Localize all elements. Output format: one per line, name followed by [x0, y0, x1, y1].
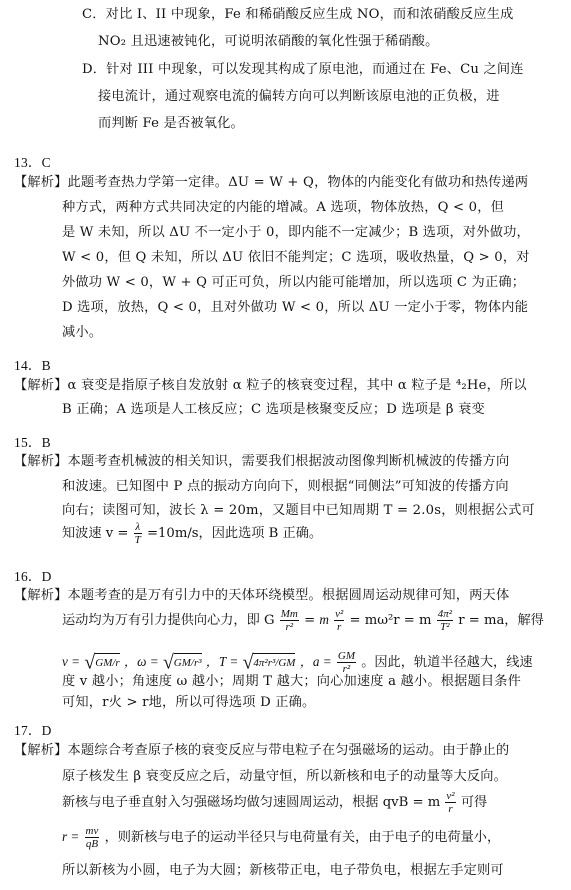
- mm-over-r2-fraction: [280, 608, 299, 633]
- q17-line-4: [62, 825, 500, 850]
- question-16-number: 16．D: [14, 569, 52, 584]
- v-sqrt: √GM/r: [84, 651, 120, 674]
- q16-line-1: 【解析】本题考查的是万有引力中的天体环绕模型。根据圆周运动规律可知，两天体: [14, 588, 510, 603]
- q14-line-1: 【解析】α 衰变是指原子核自发放射 α 粒子的核衰变过程，其中 α 粒子是 ⁴₂He，所以: [14, 378, 527, 393]
- q16-line-2-start: 运动均为万有引力提供向心力，即 G: [62, 613, 275, 628]
- q13-line-3: 是 W 未知，所以 ΔU 不一定小于 0，即内能不一定减少；B 选项，对外做功，: [62, 225, 530, 240]
- period-label: ，T =: [205, 654, 239, 669]
- q13-line-4: W < 0，但 Q 未知，所以 ΔU 依旧不能判定；C 选项，吸收热量，Q > 0，对: [62, 250, 530, 265]
- fraction-denominator: T²: [440, 621, 450, 633]
- fraction-denominator: r²: [285, 621, 294, 633]
- q13-line-1: 【解析】此题考查热力学第一定律。ΔU = W + Q，物体的内能变化有做功和热传递两: [14, 175, 529, 190]
- question-13-number: 13．C: [14, 155, 51, 170]
- accel-label: ，a =: [299, 654, 332, 669]
- q16-line-2: [62, 608, 544, 633]
- q16-line-5: 可知，r火 > r地，所以可得选项 D 正确。: [62, 695, 316, 710]
- equals-sign: =: [304, 613, 316, 628]
- omega-sqrt: √GM/r³: [162, 651, 202, 674]
- radicand: GM/r: [95, 653, 119, 672]
- question-14-number: 14．B: [14, 358, 51, 373]
- q17-line-3-start: 新核与电子垂直射入匀强磁场均做匀速圆周运动，根据 qvB = m: [62, 795, 441, 810]
- omega-label: ，ω =: [123, 654, 159, 669]
- option-d-line-2: 接电流计，通过观察电流的偏转方向可以判断该原电池的正负极，进: [98, 89, 500, 104]
- q17-line-5: 所以新核为小圆，电子为大圆；新核带正电，电子带负电，根据左手定则可: [62, 863, 504, 878]
- q14-line-2: B 正确；A 选项是人工核反应；C 选项是核聚变反应；D 选项是 β 衰变: [62, 402, 485, 417]
- q16-line-3-end: 。因此，轨道半径越大，线速: [361, 655, 533, 670]
- q15-line-3: 向右；读图可知，波长 λ = 20m，又题目中已知周期 T = 2.0s，则根据公式可: [62, 503, 535, 518]
- q13-line-6: D 选项，放热，Q < 0，且对外做功 W < 0，所以 ΔU 一定小于零，物体内能: [62, 300, 529, 315]
- fraction-denominator: r: [337, 621, 342, 633]
- fraction-numerator: v²: [335, 608, 344, 620]
- fraction-numerator: Mm: [280, 608, 298, 620]
- radicand: 4π²r³/GM: [253, 653, 295, 672]
- v2-over-r-fraction: [334, 608, 344, 633]
- q16-line-4: 度 v 越小；角速度 ω 越小；周期 T 越大；向心加速度 a 越小。根据题目条件: [62, 674, 522, 689]
- question-15-number: 15．B: [14, 435, 51, 450]
- fraction-numerator: λ: [135, 521, 141, 533]
- gm-over-r2-fraction: [337, 650, 356, 675]
- q13-line-2: 种方式，两种方式共同决定的内能的增减。A 选项，物体放热，Q < 0，但: [62, 200, 504, 215]
- fraction-denominator: r²: [342, 663, 351, 675]
- lambda-over-t-fraction: [134, 521, 142, 546]
- fraction-denominator: T: [134, 534, 141, 546]
- fraction-numerator: v²: [446, 790, 455, 802]
- mass-symbol: m: [319, 612, 329, 627]
- q13-line-5: 外做功 W < 0，W + Q 可正可负，所以内能可能增加，所以选项 C 为正确；: [62, 275, 526, 290]
- q16-line-3: [62, 650, 533, 675]
- option-d-line-3: 而判断 Fe 是否被氧化。: [98, 116, 244, 131]
- fraction-numerator: 4π²: [437, 608, 452, 620]
- r-label: r =: [62, 829, 80, 844]
- q15-line-4: [62, 521, 322, 546]
- q17-line-4-end: ，则新核与电子的运动半径只与电荷量有关，由于电子的电荷量小，: [104, 830, 501, 845]
- option-c-line-2: NO₂ 且迅速被钝化，可说明浓硝酸的氧化性强于稀硝酸。: [98, 34, 439, 49]
- radicand: GM/r³: [174, 653, 202, 672]
- q15-line-2: 和波速。已知图中 P 点的振动方向向下，则根据“同侧法”可知波的传播方向: [62, 479, 509, 494]
- v-label: v =: [62, 654, 81, 669]
- q16-line-2-end: r = ma，解得: [458, 613, 544, 628]
- q15-line-1: 【解析】本题考查机械波的相关知识，需要我们根据波动图像判断机械波的传播方向: [14, 454, 510, 469]
- option-c-line-1: C．对比 I、II 中现象，Fe 和稀硝酸反应生成 NO，而和浓硝酸反应生成: [82, 7, 514, 22]
- q15-line-4-start: 知波速 v =: [62, 526, 129, 541]
- fraction-denominator: r: [448, 803, 453, 815]
- q16-line-2-middle: = mω²r = m: [349, 613, 432, 628]
- period-sqrt: √4π²r³/GM: [242, 651, 296, 674]
- question-17-number: 17．D: [14, 723, 52, 738]
- mv-over-qb-fraction: [85, 825, 100, 850]
- q17-line-2: 原子核发生 β 衰变反应之后，动量守恒，所以新核和电子的动量等大反向。: [62, 769, 508, 784]
- v2-over-r-fraction: [445, 790, 455, 815]
- fraction-numerator: mv: [85, 825, 99, 837]
- q17-line-3-end: 可得: [460, 795, 488, 810]
- q17-line-1: 【解析】本题综合考查原子核的衰变反应与带电粒子在匀强磁场的运动。由于静止的: [14, 743, 510, 758]
- q13-line-7: 减小。: [62, 325, 103, 340]
- q15-line-4-end: =10m/s，因此选项 B 正确。: [146, 526, 323, 541]
- option-d-line-1: D．针对 III 中现象，可以发现其构成了原电池，而通过在 Fe、Cu 之间连: [82, 62, 524, 77]
- fraction-numerator: GM: [337, 650, 355, 662]
- q17-line-3: [62, 790, 487, 815]
- fraction-denominator: qB: [85, 838, 99, 850]
- 4pi2-over-t2-fraction: [437, 608, 453, 633]
